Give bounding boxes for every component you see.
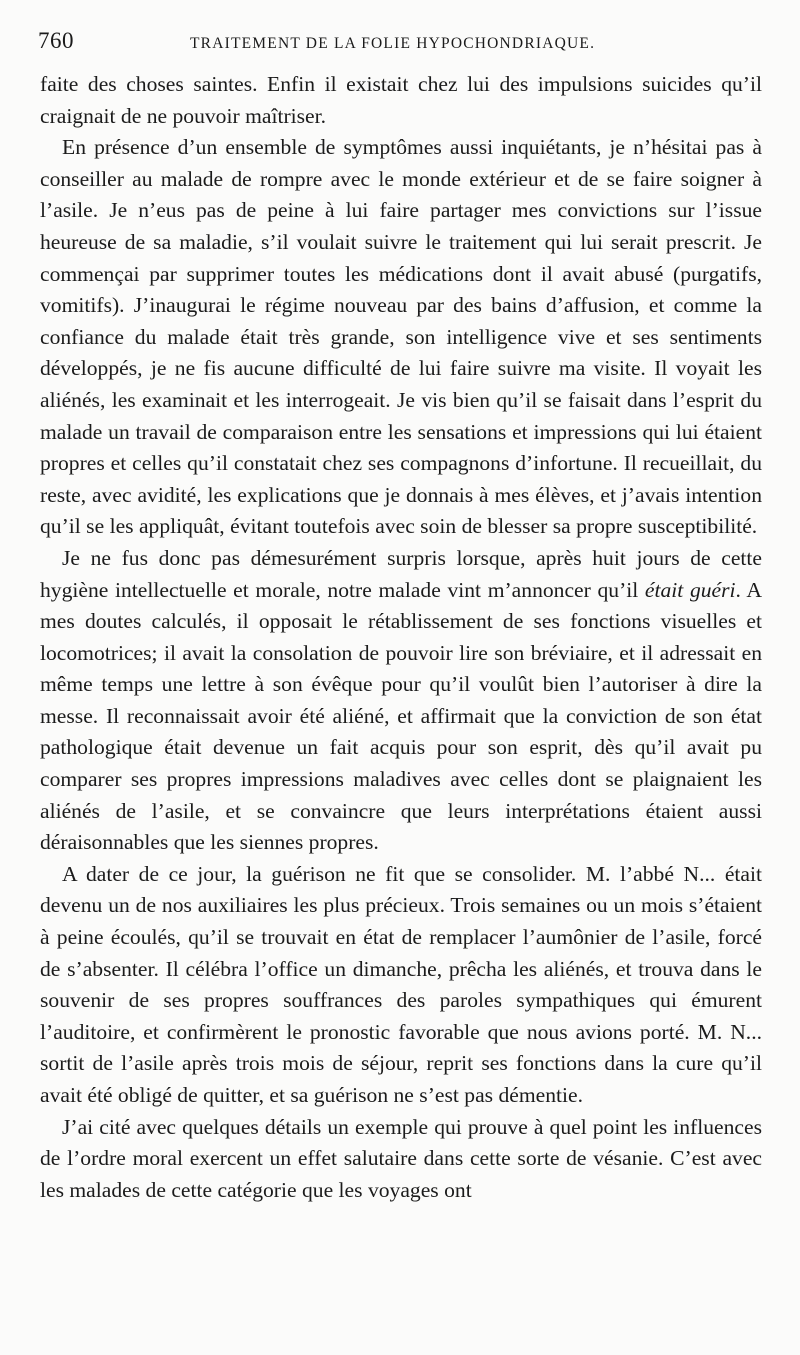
paragraph-2: En présence d’un ensemble de symptômes aussi inquiétants, je n’hésitai pas à conseiller au malade de rompre avec le monde extérieur et de se faire soigner à l’asile. Je n’eus pas de peine à lui faire partager mes convictions sur l’issue heureuse de sa maladie, s’il voulait suivre le traitement qui lui serait prescrit. Je commençai par supprimer toutes les médications dont il avait abusé (purgatifs, vomitifs). J’inaugurai le régime nouveau par des bains d’affusion, et comme la confiance du malade était très grande, son intelligence vive et ses sentiments développés, je ne fis aucune difficulté de lui faire suivre ma visite. Il voyait les aliénés, les examinait et les interrogeait. Je vis bien qu’il se faisait dans l’esprit du malade un travail de comparaison entre les sensations et impressions qui lui étaient propres et celles qu’il constatait chez ses compagnons d’infortune. Il recueillait, du reste, avec avidité, les explications que je donnais à mes élèves, et j’avais intention qu’il se les appliquât, évitant toutefois avec soin de blesser sa propre susceptibilité. bbox=[40, 135, 762, 539]
paragraph-3 bbox=[40, 543, 762, 859]
body-text bbox=[40, 69, 762, 1206]
page-number: 760 bbox=[38, 28, 74, 53]
paragraph-1: faite des choses saintes. Enfin il existait chez lui des impulsions suicides qu’il craignait de ne pouvoir maîtriser. bbox=[40, 72, 762, 128]
paragraph-3-text-after: . A mes doutes calculés, il opposait le rétablissement de ses fonctions visuelles et locomotrices; il avait la consolation de pouvoir lire son bréviaire, et il adressait en même temps une lettre à son évêque pour qu’il voulût bien l’autoriser à dire la messe. Il reconnaissait avoir été aliéné, et affirmait que la conviction de son état pathologique était devenue un fait acquis pour son esprit, dès qu’il avait pu comparer ses propres impressions maladives avec celles dont se plaignaient les aliénés de l’asile, et se convaincre que leurs interprétations étaient aussi déraisonnables que les siennes propres. bbox=[40, 577, 763, 855]
paragraph-4: A dater de ce jour, la guérison ne fit que se consolider. M. l’abbé N... était devenu un de nos auxiliaires les plus précieux. Trois semaines ou un mois s’étaient à peine écoulés, qu’il se trouvait en état de remplacer l’aumônier de l’asile, forcé de s’absenter. Il célébra l’office un dimanche, prêcha les aliénés, et trouva dans le souvenir de ses propres souffrances des paroles sympathiques qui émurent l’auditoire, et confirmèrent le pronostic favorable que nous avions porté. M. N... sortit de l’asile après trois mois de séjour, reprit ses fonctions dans la cure qu’il avait été obligé de quitter, et sa guérison ne s’est pas démentie. bbox=[40, 861, 762, 1107]
paragraph-3-emphasis: était guéri bbox=[644, 577, 736, 602]
paragraph-5: J’ai cité avec quelques détails un exemple qui prouve à quel point les influences de l’ordre moral exercent un effet salutaire dans cette sorte de vésanie. C’est avec les malades de cette catégorie que les voyages ont bbox=[40, 1114, 762, 1202]
page-header bbox=[38, 28, 760, 62]
running-title: TRAITEMENT DE LA FOLIE HYPOCHONDRIAQUE. bbox=[190, 35, 596, 52]
paragraph-3-text-before: Je ne fus donc pas démesurément surpris lorsque, après huit jours de cette hygiène intellectuelle et morale, notre malade vint m’annoncer qu’il bbox=[40, 545, 762, 602]
